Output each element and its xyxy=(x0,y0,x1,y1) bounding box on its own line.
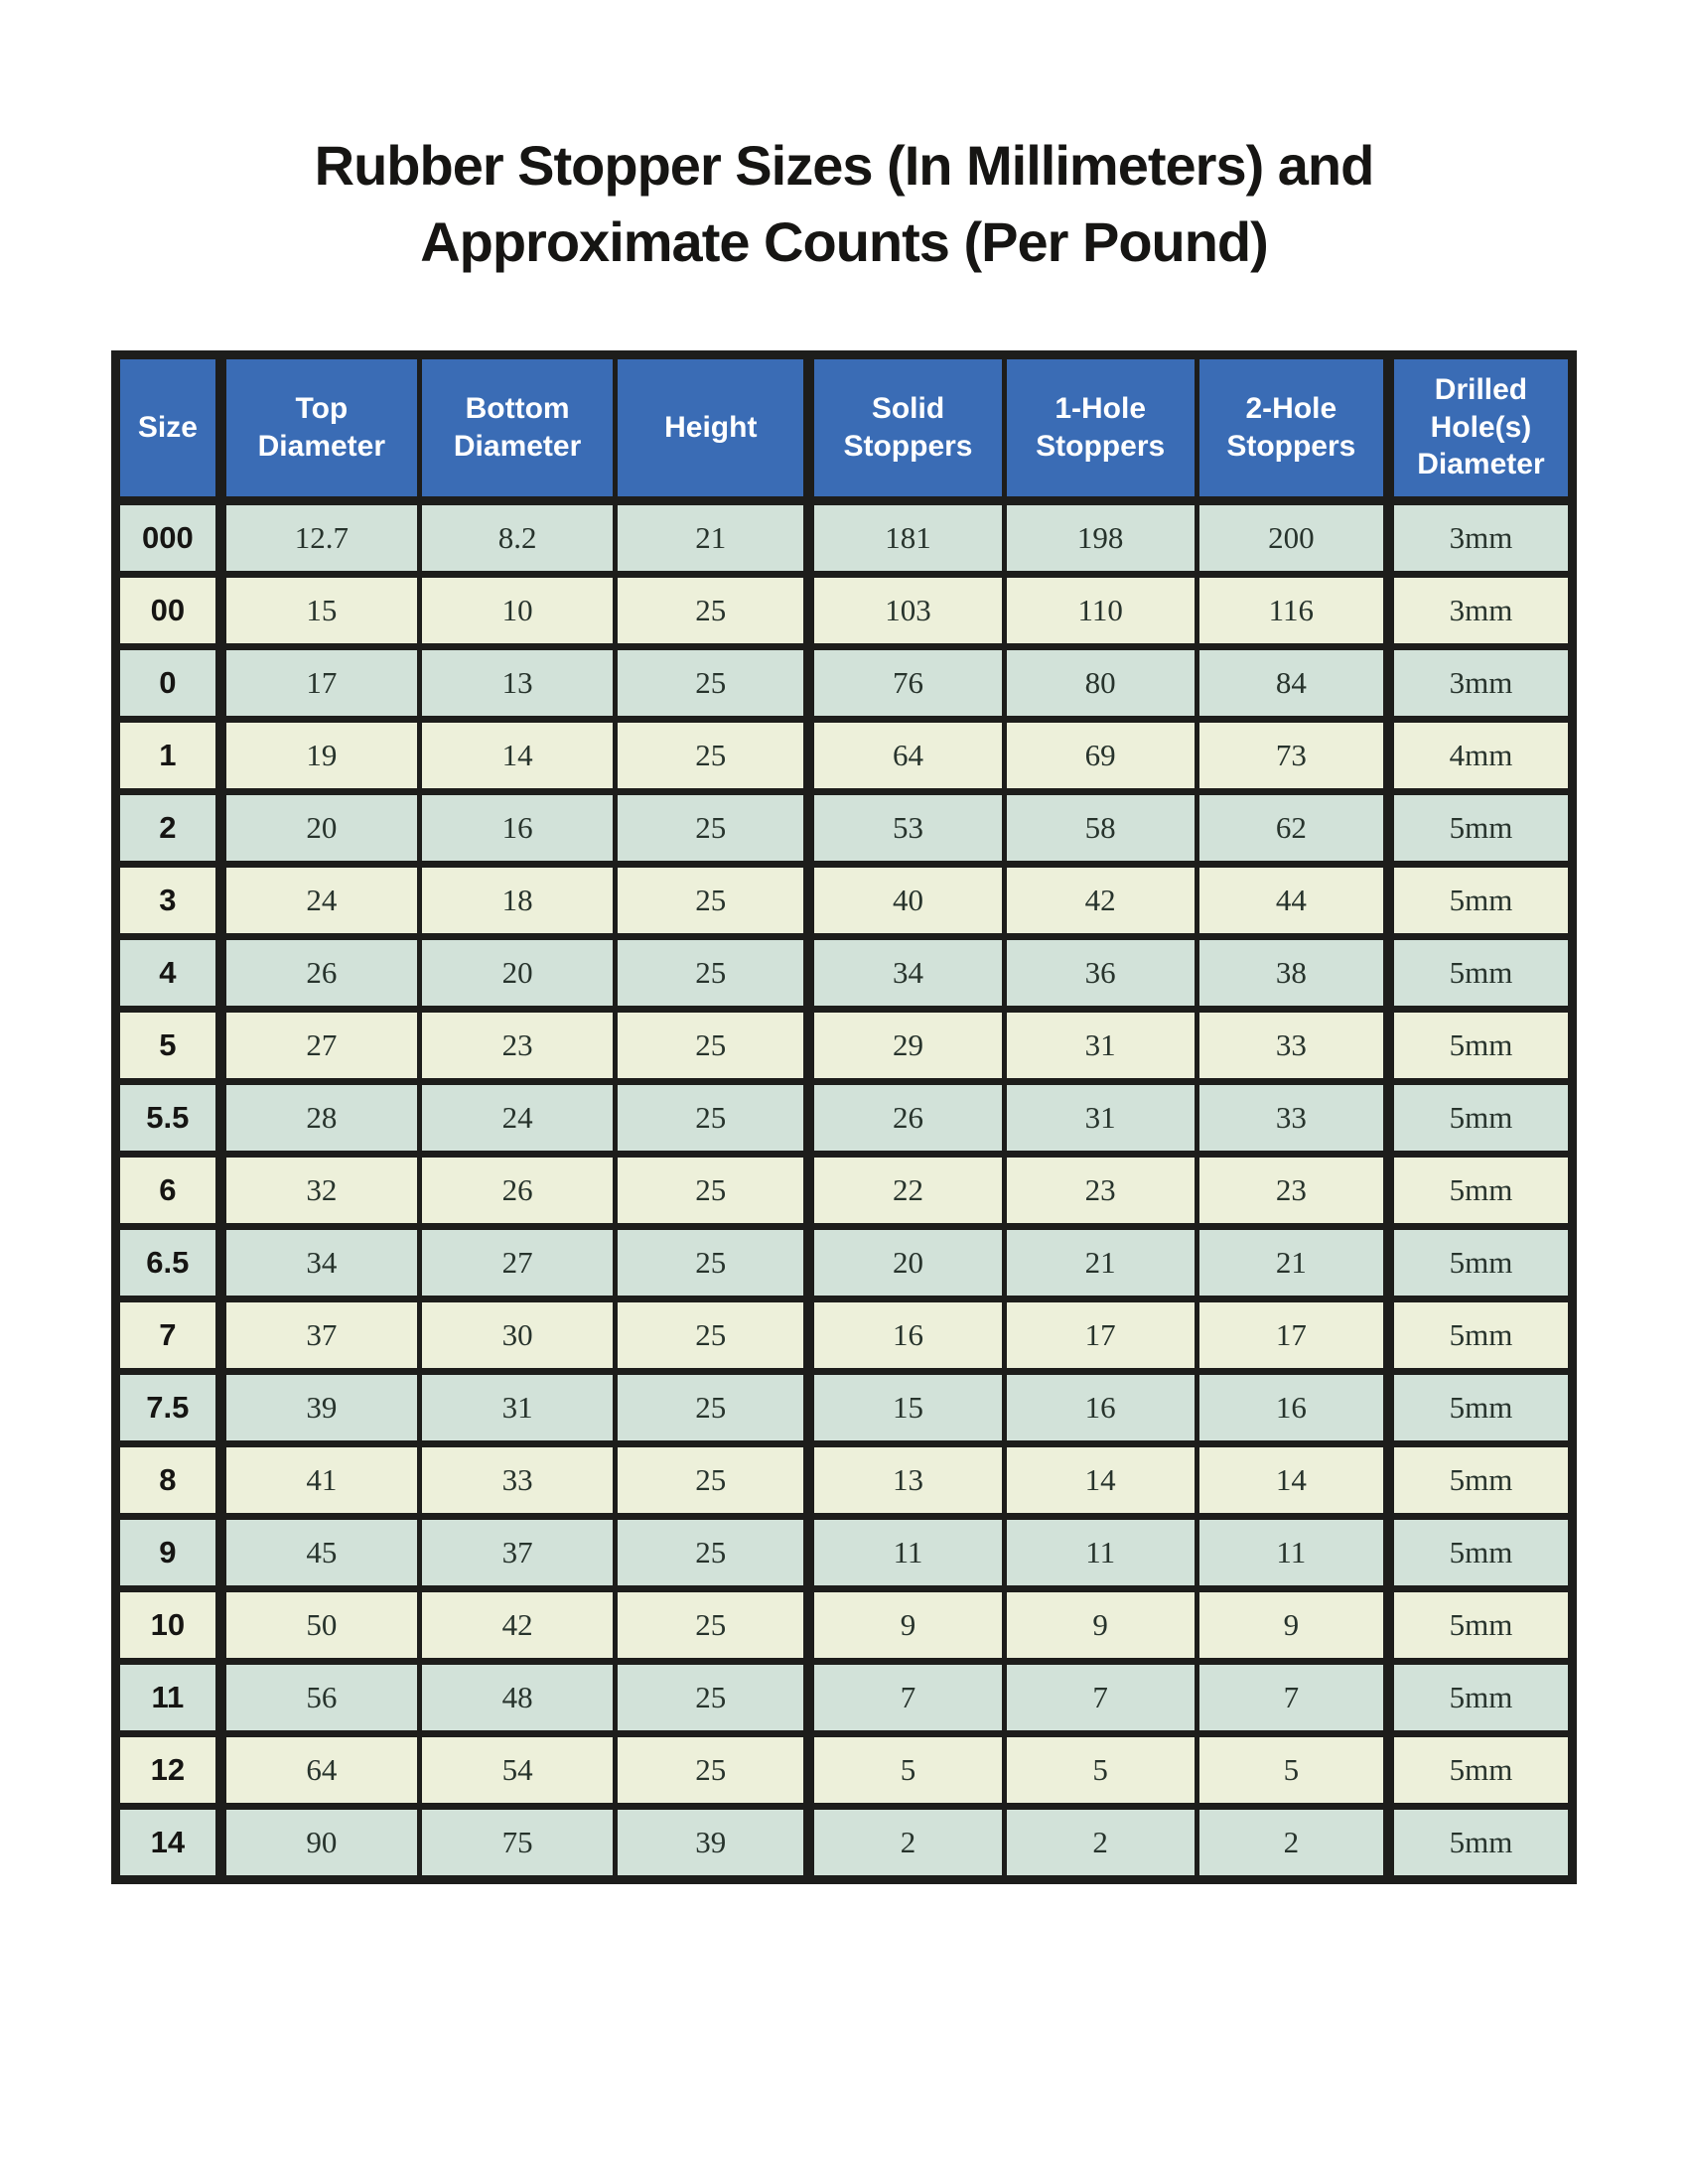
column-header-2-hole-stoppers: 2-Hole Stoppers xyxy=(1196,354,1388,500)
value-cell: 23 xyxy=(1004,1154,1196,1226)
value-cell: 5mm xyxy=(1388,1443,1572,1516)
value-cell: 31 xyxy=(1004,1009,1196,1081)
value-cell: 75 xyxy=(419,1806,615,1879)
column-header-bottom-diameter: Bottom Diameter xyxy=(419,354,615,500)
table-row xyxy=(116,1081,1573,1154)
value-cell: 80 xyxy=(1004,646,1196,719)
value-cell: 9 xyxy=(1196,1588,1388,1661)
value-cell: 25 xyxy=(616,1516,809,1588)
value-cell: 40 xyxy=(809,864,1004,936)
value-cell: 42 xyxy=(419,1588,615,1661)
value-cell: 9 xyxy=(1004,1588,1196,1661)
size-cell: 5.5 xyxy=(116,1081,221,1154)
value-cell: 25 xyxy=(616,1009,809,1081)
value-cell: 5mm xyxy=(1388,1588,1572,1661)
value-cell: 64 xyxy=(809,719,1004,791)
table-row xyxy=(116,1806,1573,1879)
value-cell: 34 xyxy=(220,1226,419,1298)
value-cell: 20 xyxy=(220,791,419,864)
value-cell: 48 xyxy=(419,1661,615,1733)
table-row xyxy=(116,1661,1573,1733)
value-cell: 5mm xyxy=(1388,1081,1572,1154)
value-cell: 30 xyxy=(419,1298,615,1371)
value-cell: 25 xyxy=(616,1588,809,1661)
size-cell: 11 xyxy=(116,1661,221,1733)
value-cell: 17 xyxy=(220,646,419,719)
table-row xyxy=(116,1154,1573,1226)
value-cell: 21 xyxy=(1004,1226,1196,1298)
value-cell: 13 xyxy=(419,646,615,719)
value-cell: 11 xyxy=(1196,1516,1388,1588)
value-cell: 56 xyxy=(220,1661,419,1733)
value-cell: 25 xyxy=(616,1081,809,1154)
column-header-1-hole-stoppers: 1-Hole Stoppers xyxy=(1004,354,1196,500)
value-cell: 5mm xyxy=(1388,1733,1572,1806)
value-cell: 25 xyxy=(616,791,809,864)
value-cell: 110 xyxy=(1004,574,1196,646)
table-row xyxy=(116,1226,1573,1298)
value-cell: 20 xyxy=(419,936,615,1009)
table-row xyxy=(116,791,1573,864)
page-title-line-1: Rubber Stopper Sizes (In Millimeters) and xyxy=(314,134,1374,197)
value-cell: 5mm xyxy=(1388,1226,1572,1298)
table-row xyxy=(116,1009,1573,1081)
value-cell: 14 xyxy=(1196,1443,1388,1516)
size-cell: 6 xyxy=(116,1154,221,1226)
size-cell: 14 xyxy=(116,1806,221,1879)
size-cell: 7.5 xyxy=(116,1371,221,1443)
value-cell: 11 xyxy=(1004,1516,1196,1588)
value-cell: 10 xyxy=(419,574,615,646)
value-cell: 24 xyxy=(419,1081,615,1154)
stopper-size-table xyxy=(111,350,1577,1884)
value-cell: 42 xyxy=(1004,864,1196,936)
value-cell: 25 xyxy=(616,1371,809,1443)
value-cell: 27 xyxy=(419,1226,615,1298)
value-cell: 24 xyxy=(220,864,419,936)
value-cell: 31 xyxy=(1004,1081,1196,1154)
table-row xyxy=(116,1371,1573,1443)
size-cell: 000 xyxy=(116,500,221,574)
value-cell: 84 xyxy=(1196,646,1388,719)
table-row xyxy=(116,1298,1573,1371)
table-row xyxy=(116,646,1573,719)
size-cell: 0 xyxy=(116,646,221,719)
value-cell: 15 xyxy=(220,574,419,646)
size-cell: 5 xyxy=(116,1009,221,1081)
value-cell: 198 xyxy=(1004,500,1196,574)
value-cell: 26 xyxy=(220,936,419,1009)
value-cell: 25 xyxy=(616,1226,809,1298)
size-cell: 3 xyxy=(116,864,221,936)
value-cell: 25 xyxy=(616,574,809,646)
column-header-top-diameter: Top Diameter xyxy=(220,354,419,500)
value-cell: 200 xyxy=(1196,500,1388,574)
value-cell: 27 xyxy=(220,1009,419,1081)
table-row xyxy=(116,500,1573,574)
value-cell: 69 xyxy=(1004,719,1196,791)
value-cell: 17 xyxy=(1004,1298,1196,1371)
value-cell: 29 xyxy=(809,1009,1004,1081)
value-cell: 15 xyxy=(809,1371,1004,1443)
value-cell: 25 xyxy=(616,1298,809,1371)
value-cell: 181 xyxy=(809,500,1004,574)
value-cell: 58 xyxy=(1004,791,1196,864)
column-header-size: Size xyxy=(116,354,221,500)
value-cell: 2 xyxy=(1004,1806,1196,1879)
value-cell: 8.2 xyxy=(419,500,615,574)
value-cell: 5mm xyxy=(1388,1661,1572,1733)
size-cell: 6.5 xyxy=(116,1226,221,1298)
value-cell: 20 xyxy=(809,1226,1004,1298)
column-header-drilled-holes-diameter: Drilled Hole(s) Diameter xyxy=(1388,354,1572,500)
value-cell: 16 xyxy=(809,1298,1004,1371)
table-row xyxy=(116,719,1573,791)
value-cell: 21 xyxy=(616,500,809,574)
value-cell: 31 xyxy=(419,1371,615,1443)
table-row xyxy=(116,1516,1573,1588)
value-cell: 3mm xyxy=(1388,646,1572,719)
value-cell: 16 xyxy=(1004,1371,1196,1443)
column-header-height: Height xyxy=(616,354,809,500)
value-cell: 14 xyxy=(419,719,615,791)
value-cell: 64 xyxy=(220,1733,419,1806)
value-cell: 16 xyxy=(419,791,615,864)
header-row xyxy=(116,354,1573,500)
value-cell: 16 xyxy=(1196,1371,1388,1443)
value-cell: 25 xyxy=(616,1443,809,1516)
value-cell: 53 xyxy=(809,791,1004,864)
value-cell: 22 xyxy=(809,1154,1004,1226)
value-cell: 5mm xyxy=(1388,864,1572,936)
value-cell: 3mm xyxy=(1388,500,1572,574)
value-cell: 21 xyxy=(1196,1226,1388,1298)
value-cell: 54 xyxy=(419,1733,615,1806)
table-row xyxy=(116,1588,1573,1661)
value-cell: 5mm xyxy=(1388,1009,1572,1081)
value-cell: 25 xyxy=(616,719,809,791)
value-cell: 44 xyxy=(1196,864,1388,936)
value-cell: 45 xyxy=(220,1516,419,1588)
size-cell: 12 xyxy=(116,1733,221,1806)
page-title-line-2: Approximate Counts (Per Pound) xyxy=(420,210,1268,274)
value-cell: 41 xyxy=(220,1443,419,1516)
value-cell: 33 xyxy=(1196,1081,1388,1154)
table-header xyxy=(116,354,1573,500)
value-cell: 7 xyxy=(1196,1661,1388,1733)
value-cell: 34 xyxy=(809,936,1004,1009)
table-body xyxy=(116,500,1573,1879)
value-cell: 90 xyxy=(220,1806,419,1879)
value-cell: 4mm xyxy=(1388,719,1572,791)
value-cell: 25 xyxy=(616,1733,809,1806)
value-cell: 17 xyxy=(1196,1298,1388,1371)
page-title xyxy=(0,0,1688,281)
value-cell: 33 xyxy=(419,1443,615,1516)
value-cell: 25 xyxy=(616,936,809,1009)
size-cell: 00 xyxy=(116,574,221,646)
value-cell: 7 xyxy=(809,1661,1004,1733)
value-cell: 5mm xyxy=(1388,1516,1572,1588)
table-row xyxy=(116,1733,1573,1806)
table-row xyxy=(116,1443,1573,1516)
value-cell: 18 xyxy=(419,864,615,936)
column-header-solid-stoppers: Solid Stoppers xyxy=(809,354,1004,500)
value-cell: 19 xyxy=(220,719,419,791)
value-cell: 5mm xyxy=(1388,936,1572,1009)
value-cell: 5mm xyxy=(1388,1806,1572,1879)
table-row xyxy=(116,574,1573,646)
value-cell: 33 xyxy=(1196,1009,1388,1081)
value-cell: 62 xyxy=(1196,791,1388,864)
value-cell: 23 xyxy=(419,1009,615,1081)
table-row xyxy=(116,864,1573,936)
size-cell: 8 xyxy=(116,1443,221,1516)
value-cell: 5mm xyxy=(1388,1154,1572,1226)
value-cell: 2 xyxy=(809,1806,1004,1879)
value-cell: 76 xyxy=(809,646,1004,719)
value-cell: 37 xyxy=(220,1298,419,1371)
value-cell: 39 xyxy=(220,1371,419,1443)
value-cell: 50 xyxy=(220,1588,419,1661)
value-cell: 5mm xyxy=(1388,1371,1572,1443)
size-cell: 2 xyxy=(116,791,221,864)
size-cell: 7 xyxy=(116,1298,221,1371)
value-cell: 26 xyxy=(419,1154,615,1226)
value-cell: 5mm xyxy=(1388,791,1572,864)
value-cell: 116 xyxy=(1196,574,1388,646)
value-cell: 28 xyxy=(220,1081,419,1154)
value-cell: 39 xyxy=(616,1806,809,1879)
value-cell: 103 xyxy=(809,574,1004,646)
value-cell: 36 xyxy=(1004,936,1196,1009)
value-cell: 2 xyxy=(1196,1806,1388,1879)
value-cell: 11 xyxy=(809,1516,1004,1588)
value-cell: 5 xyxy=(1004,1733,1196,1806)
value-cell: 14 xyxy=(1004,1443,1196,1516)
value-cell: 3mm xyxy=(1388,574,1572,646)
value-cell: 32 xyxy=(220,1154,419,1226)
value-cell: 26 xyxy=(809,1081,1004,1154)
value-cell: 12.7 xyxy=(220,500,419,574)
value-cell: 7 xyxy=(1004,1661,1196,1733)
value-cell: 25 xyxy=(616,1661,809,1733)
size-cell: 1 xyxy=(116,719,221,791)
value-cell: 9 xyxy=(809,1588,1004,1661)
value-cell: 73 xyxy=(1196,719,1388,791)
value-cell: 23 xyxy=(1196,1154,1388,1226)
value-cell: 25 xyxy=(616,646,809,719)
size-cell: 10 xyxy=(116,1588,221,1661)
value-cell: 5 xyxy=(809,1733,1004,1806)
value-cell: 5mm xyxy=(1388,1298,1572,1371)
value-cell: 5 xyxy=(1196,1733,1388,1806)
value-cell: 25 xyxy=(616,1154,809,1226)
value-cell: 37 xyxy=(419,1516,615,1588)
size-cell: 4 xyxy=(116,936,221,1009)
size-cell: 9 xyxy=(116,1516,221,1588)
value-cell: 38 xyxy=(1196,936,1388,1009)
value-cell: 25 xyxy=(616,864,809,936)
table-row xyxy=(116,936,1573,1009)
value-cell: 13 xyxy=(809,1443,1004,1516)
